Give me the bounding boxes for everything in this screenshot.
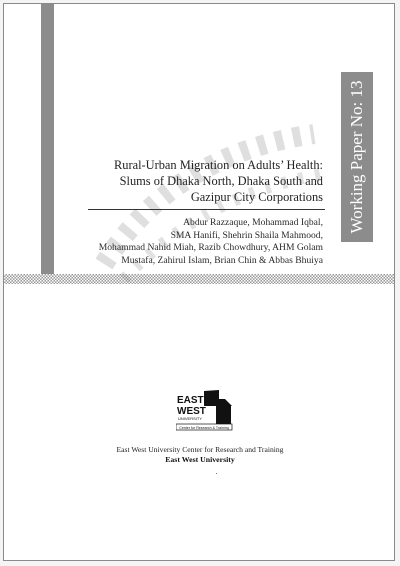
author-line: SMA Hanifi, Shehrin Shaila Mahmood, — [170, 229, 323, 241]
svg-text:UNIVERSITY: UNIVERSITY — [178, 416, 203, 421]
working-paper-label: Working Paper No: 13 — [347, 80, 366, 234]
title-line: Rural-Urban Migration on Adults’ Health: — [114, 158, 323, 172]
small-dot — [216, 473, 217, 474]
title-divider — [88, 209, 325, 210]
research-center-name: East West University Center for Research and Training — [116, 445, 284, 454]
paper-title — [73, 157, 323, 205]
author-line: Mustafa, Zahirul Islam, Brian Chin & Abbas Bhuiya — [121, 254, 323, 266]
svg-text:Center for Research & Training: Center for Research & Training — [179, 425, 229, 430]
svg-text:EAST: EAST — [177, 395, 204, 406]
author-line: Mohammad Nahid Miah, Razib Chowdhury, AHM Golam — [98, 242, 323, 254]
university-name: East West University — [165, 455, 235, 464]
east-west-university-logo — [176, 388, 238, 434]
vertical-accent-bar — [41, 4, 54, 276]
svg-text:WEST: WEST — [177, 406, 206, 417]
author-list — [63, 217, 323, 267]
author-line: Abdur Razzaque, Mohammad Iqbal, — [183, 217, 323, 228]
title-line: Slums of Dhaka North, Dhaka South and — [119, 174, 323, 188]
cover-page — [3, 3, 395, 561]
working-paper-label-box — [341, 72, 373, 242]
title-line: Gazipur City Corporations — [190, 190, 323, 204]
